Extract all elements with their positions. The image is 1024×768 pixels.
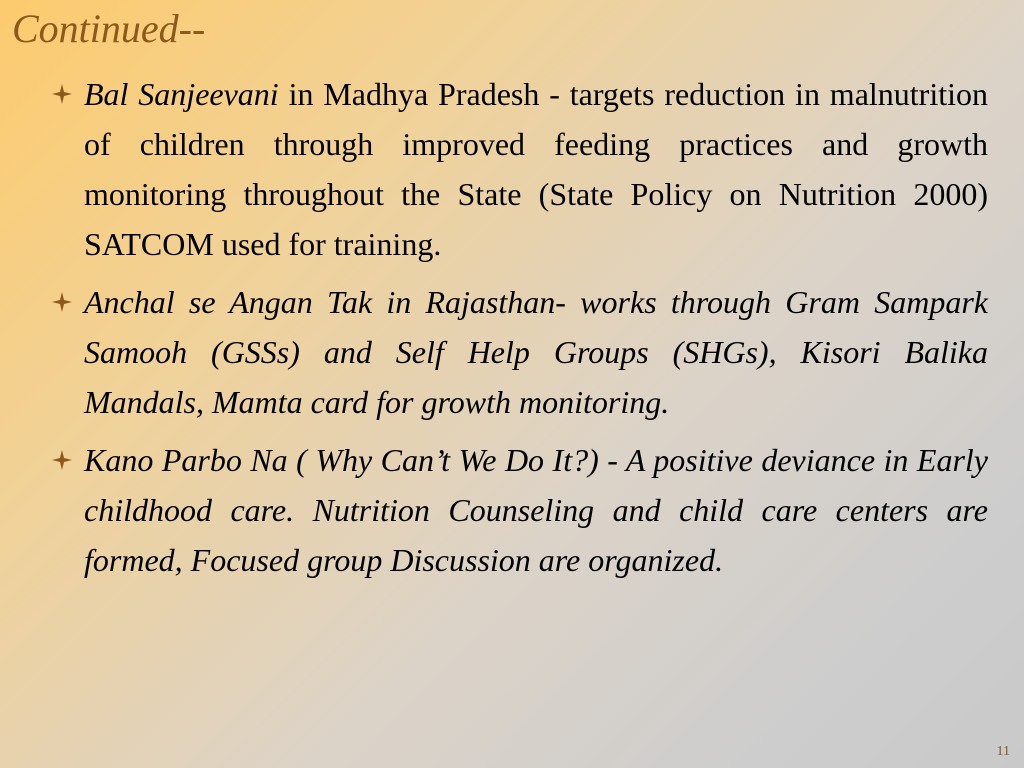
slide-title: Continued-- [12, 6, 206, 51]
page-number: 11 [996, 744, 1010, 759]
bullet-body-text: Kano Parbo Na ( Why Can’t We Do It?) - A positive deviance in Early childhood care. Nutrition Counseling and child care centers are formed, Focused group Discussion are organized. [84, 442, 988, 578]
star-bullet-icon [48, 435, 76, 485]
bullet-item [84, 277, 988, 427]
bullet-body-text: in Madhya Pradesh - targets reduction in malnutrition of children through improved feeding practices and growth monitoring throughout the State (State Policy on Nutrition 2000) SATCOM used for training. [84, 76, 989, 262]
bullet-item [84, 435, 988, 585]
star-bullet-icon [48, 277, 76, 327]
bullet-list [84, 69, 988, 585]
bullet-item [84, 69, 988, 269]
star-bullet-icon [48, 69, 76, 119]
bullet-lead-text: Bal Sanjeevani [84, 76, 279, 112]
bullet-body-text: Anchal se Angan Tak in Rajasthan- works through Gram Sampark Samooh (GSSs) and Self Help Groups (SHGs), Kisori Balika Mandals, Mamta card for growth monitoring. [84, 284, 988, 420]
